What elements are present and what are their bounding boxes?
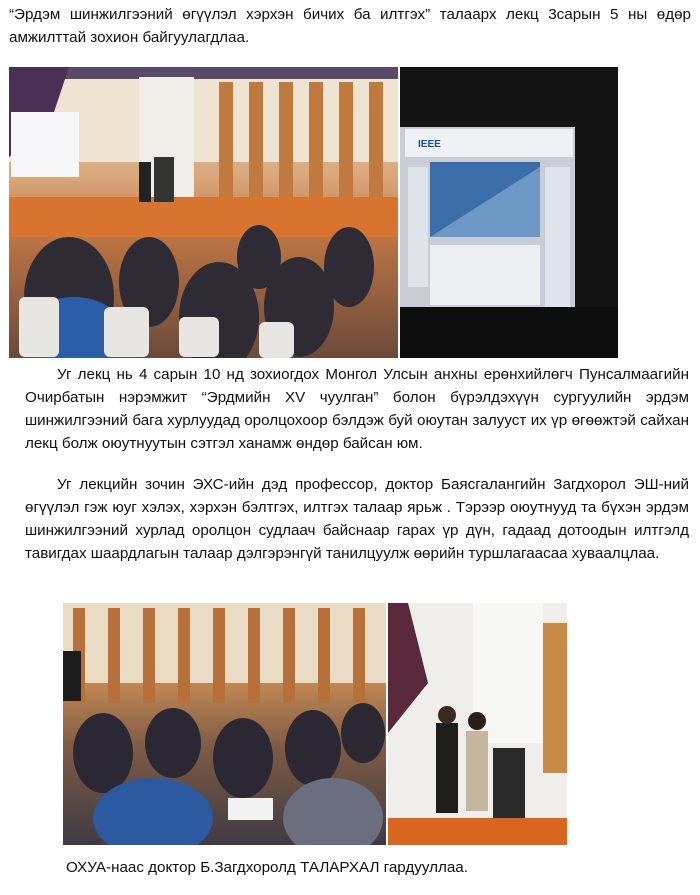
projected-slide-photo — [400, 67, 618, 358]
intro-paragraph: “Эрдэм шинжилгээний өгүүлэл хэрхэн бичих ба илтгэх” талаарх лекц 3сарын 5 ны өдөр амжилттай зохион байгуулагдлаа. — [9, 6, 691, 46]
body-paragraph-1: Уг лекц нь 4 сарын 10 нд зохиогдох Монгол Улсын анхны ерөнхийлөгч Пунсалмаагийн Очирбатын нэрэмжит “Эрдмийн XV чуулган” болон бүрэлдэхүүн сургуулийн эрдэм шинжилгээний бага хурлуудад оролцохоор бэлдэж буй оюутан залууст их үр өгөөжтэй сайхан лекц болж оюутнуутын сэтгэл ханамж өндөр байсан юм. — [25, 366, 689, 452]
ieee-logo: IEEE — [418, 139, 441, 150]
award-handover-photo — [388, 603, 567, 845]
body-paragraph-2: Уг лекцийн зочин ЭХС-ийн дэд профессор, доктор Баясгалангийн Загдхорол ЭШ-ний өгүүлэл гэж юуг хэлэх, хэрхэн бэлтгэх, илтгэх талаар ярьж . Тэрээр оюутнууд та бүхэн эрдэм шинжилгээний хурлад оролцон судлаач байснаар гарах үр дүн, гадаад дотоодын илтгэлд тавигдах шаардлагын талаар дэлгэрэнгүй танилцуулж өөрийн туршлагаасаа хуваалцлаа. — [25, 476, 689, 562]
audience-photo — [63, 603, 386, 845]
lecture-hall-photo — [9, 67, 398, 358]
photo-caption: ОХУА-наас доктор Б.Загдхоролд ТАЛАРХАЛ гардууллаа. — [66, 859, 468, 876]
